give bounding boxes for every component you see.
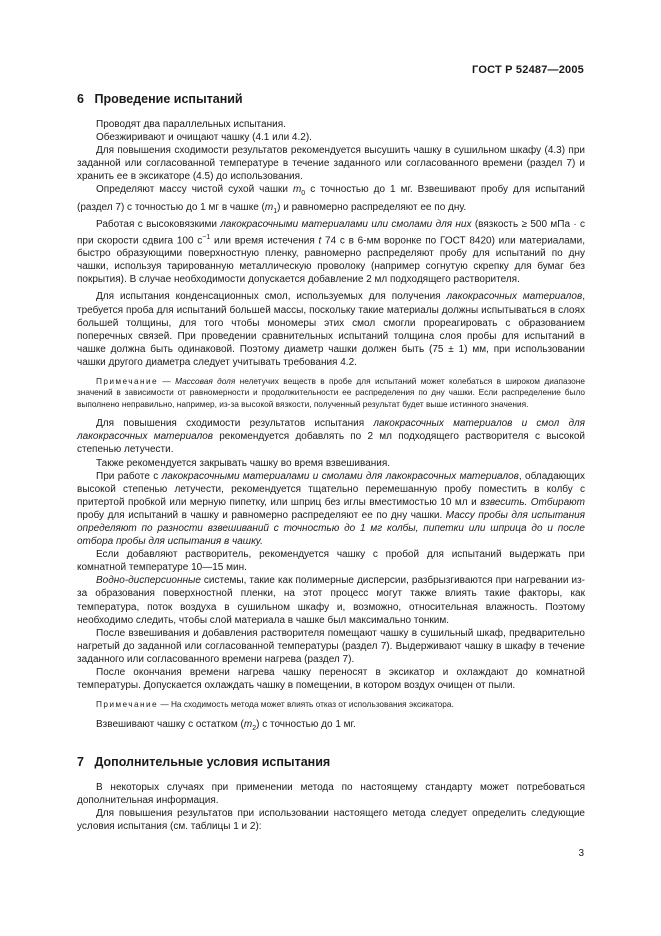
paragraph: [77, 290, 585, 369]
subscript: 0: [301, 190, 306, 198]
paragraph: [77, 417, 585, 456]
note-label: Примечание: [96, 376, 159, 387]
emphasis: Массовая доля: [175, 376, 236, 387]
text-run: —: [158, 376, 176, 387]
text-run: ) с точностью до 1 мг.: [256, 718, 356, 730]
text-run: При работе с: [96, 470, 162, 482]
text-run: нелетучих веществ в пробе для испытаний может колебаться в широком диапазоне значений в зависимости от равномерности и продолжительности ее распределения по дну чашки. Если распределение было выполнено неправильно, например, из-за высокой вязкости, полученный результат будет выше истинного значения.: [77, 376, 585, 409]
symbol-m: m: [243, 718, 253, 730]
paragraph: Если добавляют растворитель, рекомендуется чашку с пробой для испытаний выдержать при комнатной температуре 10—15 мин.: [77, 549, 585, 574]
note: [77, 699, 585, 710]
text-run: или время истечения: [210, 235, 319, 247]
text-run: Для испытания конденсационных смол, используемых для получения: [96, 291, 447, 303]
paragraph: Проводят два параллельных испытания.: [96, 119, 286, 130]
emphasis: Водно-дисперсионные: [96, 575, 201, 587]
text-run: ) и равномерно распределяют ее по дну.: [277, 201, 467, 213]
text-run: , обладающих высокой степенью летучести, рекомендуется тщательно перемешанную пробу поместить в колбу с притертой пробкой или мерную пипетку, или шприц без иглы вместимостью 10 мл и: [77, 470, 585, 508]
subscript: 2: [252, 724, 257, 732]
paragraph: [77, 183, 585, 217]
section-7-heading: [77, 755, 585, 770]
text-run: 74 с в 6-мм воронке по ГОСТ 8420) или материалами, быстро образующими поверхностную пленку, равномерно распределяют пробу для испытаний по дну чашки, используя тарированную металлическую проволоку (например согнутую скрепку для бумаг без покрытия). В случае необходимости допускается добавление 2 мл подходящего растворителя.: [77, 235, 585, 286]
note: [77, 376, 585, 410]
note-label: Примечание: [96, 699, 159, 710]
emphasis: лакокрасочными материалами или смолами для них: [220, 218, 472, 230]
paragraph: [77, 718, 585, 735]
paragraph: В некоторых случаях при применении метода по настоящему стандарту может потребоваться дополнительная информация.: [77, 781, 585, 806]
emphasis: лакокрасочными материалами и смолами для лакокрасочных материалов: [161, 470, 519, 482]
text-run: Для повышения сходимости результатов испытания: [96, 418, 374, 430]
emphasis: Массу пробы для испытания определяют по разности взвешиваний с точностью до 1 мг колбы, пипетки или шприца до и после отбора пробы для испытания в чашку.: [77, 509, 586, 548]
paragraph: [77, 218, 585, 287]
text-run: , требуется проба для испытаний большей массы, поскольку такие материалы должны испытываться в слоях большей толщины, для того чтобы мономеры этих смол смогли прореагировать с образованием поперечных связей. При проведении сравнительных испытаний толщина слоя пробы для испытаний в чашке должна быть одинаковой. Поэтому диаметр чашки должен быть (75 ± 1) мм, при использовании чашки другого диаметра следует учитывать требования 4.2.: [77, 291, 585, 368]
paragraph: [77, 470, 585, 549]
text-run: (вязкость ≥ 500 мПа · с при скорости сдвига 100 с: [77, 218, 586, 247]
paragraph: Обезжиривают и очищают чашку (4.1 или 4.2).: [96, 132, 312, 144]
text-run: с точностью до 1 мг. Взвешивают пробу для испытаний (раздел 7) с точностью до 1 мг в чашке (: [77, 184, 585, 213]
text-run: системы, такие как полимерные дисперсии, разбрызгиваются при нагревании из-за образования поверхностной пленки, на этот процесс могут также влиять такие факторы, как температура, поток воздуха в сушильном шкафу и, возможно, относительная влажность. Поэтому необходимо следить, чтобы слой материала в чашке был максимально тонким.: [77, 575, 585, 626]
text-run: Определяют массу чистой сухой чашки: [96, 184, 293, 196]
text-run: Работая с высоковязкими: [96, 218, 221, 230]
section-7-number: 7: [77, 754, 84, 769]
symbol-t: t: [318, 235, 322, 247]
section-6-heading: [77, 92, 585, 107]
emphasis: взвесить. Отбирают: [480, 496, 585, 508]
document-code: ГОСТ Р 52487—2005: [472, 64, 584, 76]
superscript: −1: [202, 233, 211, 241]
section-7-title: Дополнительные условия испытания: [94, 754, 331, 769]
page-content: [77, 92, 585, 833]
subscript: 1: [273, 207, 278, 215]
paragraph: Также рекомендуется закрывать чашку во время взвешивания.: [96, 457, 391, 469]
paragraph: После взвешивания и добавления растворителя помещают чашку в сушильный шкаф, предварительно нагретый до заданной или согласованной температуры (раздел 7). Выдерживают чашку в шкафу в течение заданного или согласованного времени нагрева (раздел 7).: [77, 627, 585, 665]
symbol-m: m: [292, 184, 302, 196]
section-6-number: 6: [77, 92, 84, 106]
paragraph: [77, 574, 585, 626]
text-run: пробу для испытаний в чашку и равномерно распределяют ее по дну чашки.: [77, 509, 446, 521]
paragraph: Для повышения сходимости результатов рекомендуется высушить чашку в сушильном шкафу (4.3) при заданной или согласованной температуре в течение заданного или согласованного времени (раздел 7) и хранить ее в эксикаторе (4.5) до использования.: [77, 145, 585, 183]
symbol-m: m: [264, 201, 274, 213]
emphasis: лакокрасочных материалов: [446, 291, 583, 303]
paragraph: Для повышения результатов при использовании настоящего метода следует определить следующие условия испытания (см. таблицы 1 и 2):: [77, 807, 585, 832]
emphasis: лакокрасочных материалов и смол для лакокрасочных материалов: [77, 418, 585, 443]
text-run: — На сходимость метода может влиять отказ от использования эксикатора.: [158, 699, 454, 710]
page-number: 3: [578, 848, 584, 859]
text-run: Взвешивают чашку с остатком (: [96, 718, 244, 730]
text-run: рекомендуется добавлять по 2 мл подходящего растворителя с высокой степенью летучести.: [77, 431, 585, 456]
section-6-title: Проведение испытаний: [94, 92, 243, 106]
paragraph: После окончания времени нагрева чашку переносят в эксикатор и охлаждают до комнатной температуры. Допускается охлаждать чашку в помещении, в котором воздух очищен от пыли.: [77, 667, 585, 692]
